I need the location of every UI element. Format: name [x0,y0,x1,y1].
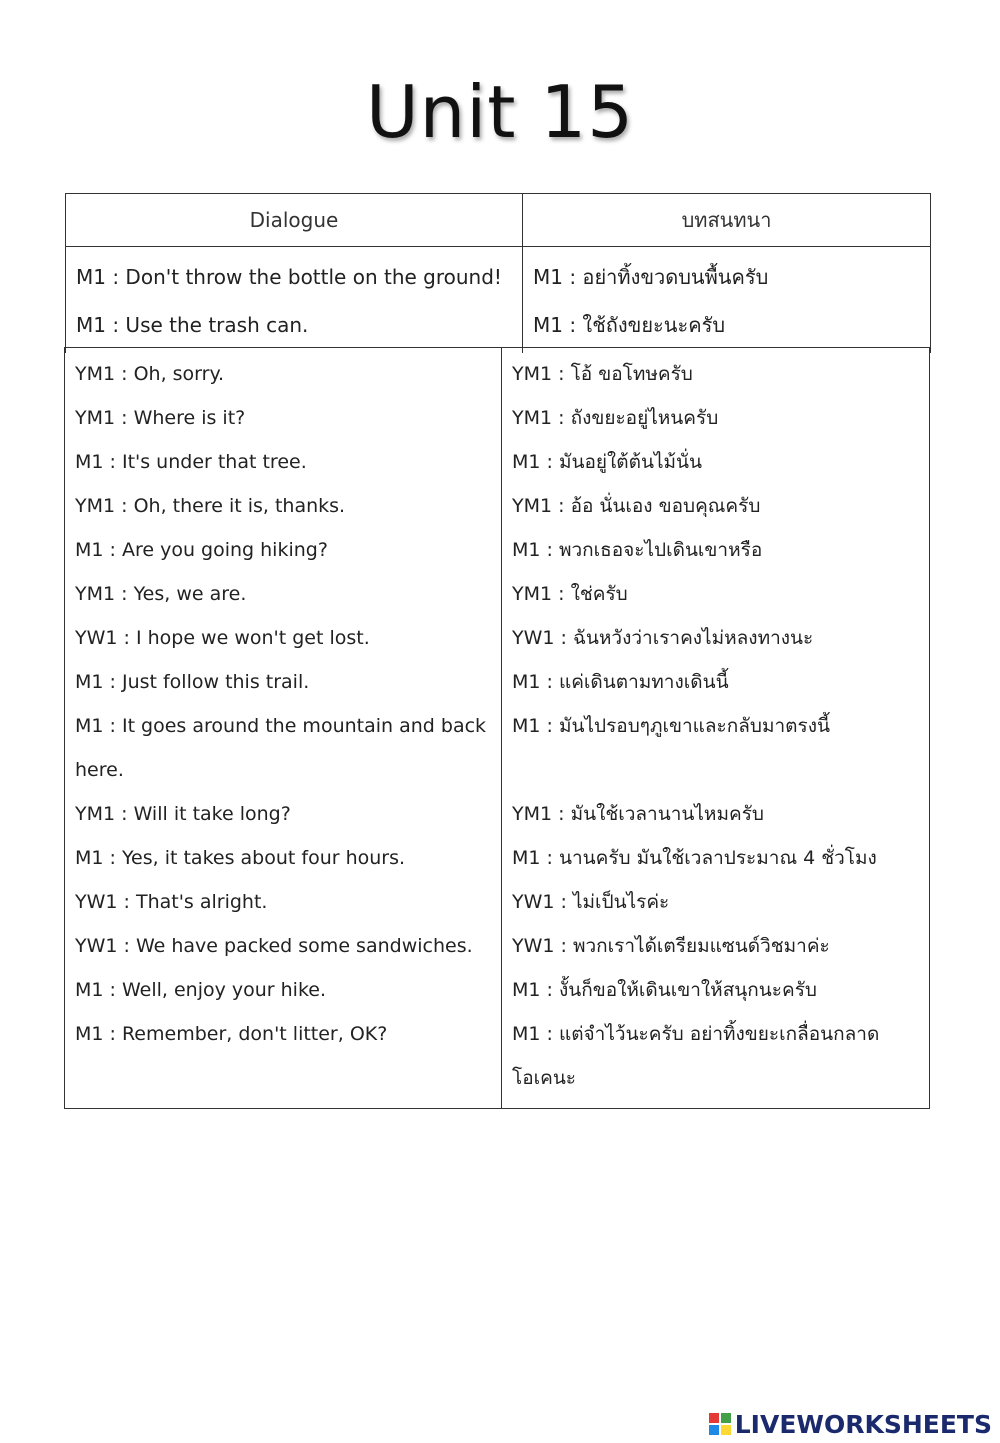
header-thai: บทสนทนา [523,194,931,247]
page-title: Unit 15 [365,70,635,154]
thai-line: M1 : แต่จำไว้นะครับ อย่าทิ้งขยะเกลื่อนกลาด [512,1023,880,1045]
thai-column [502,348,930,1109]
header-dialogue: Dialogue [66,194,523,247]
top-english-cell [66,247,523,354]
dialogue-line: YW1 : That's alright. [75,891,268,913]
logo-square [708,1412,720,1424]
logo-square [708,1424,720,1436]
thai-line: YM1 : ใช่ครับ [512,583,628,605]
liveworksheets-logo-icon [708,1412,732,1436]
thai-line: M1 : ใช้ถังขยะนะครับ [533,313,726,337]
dialogue-line: M1 : Well, enjoy your hike. [75,979,327,1001]
dialogue-table-body [64,347,930,1109]
thai-line: YM1 : โอ้ ขอโทษครับ [512,363,693,385]
thai-line: M1 : พวกเธอจะไปเดินเขาหรือ [512,539,763,561]
dialogue-table-header [65,193,931,353]
thai-line: M1 : นานครับ มันใช้เวลาประมาณ 4 ชั่วโมง [512,847,877,869]
dialogue-line: M1 : Yes, it takes about four hours. [75,847,406,869]
thai-line: YW1 : พวกเราได้เตรียมแซนด์วิชมาค่ะ [512,935,830,957]
dialogue-line: YW1 : I hope we won't get lost. [75,627,370,649]
dialogue-line: here. [75,759,124,781]
logo-square [720,1412,732,1424]
logo-text: LIVEWORKSHEETS [734,1409,992,1439]
dialogue-line: YM1 : Where is it? [75,407,246,429]
thai-line: M1 : งั้นก็ขอให้เดินเขาให้สนุกนะครับ [512,979,817,1001]
dialogue-line: YW1 : We have packed some sandwiches. [75,935,473,957]
thai-line: YM1 : อ้อ นั่นเอง ขอบคุณครับ [512,495,761,517]
dialogue-line: YM1 : Yes, we are. [75,583,247,605]
dialogue-line: M1 : Remember, don't litter, OK? [75,1023,388,1045]
thai-line: M1 : แค่เดินตามทางเดินนี้ [512,671,729,693]
dialogue-line: M1 : Use the trash can. [76,313,309,337]
thai-line: YW1 : ฉันหวังว่าเราคงไม่หลงทางนะ [512,627,814,649]
thai-line [512,748,919,792]
dialogue-line: M1 : It goes around the mountain and back [75,715,487,737]
dialogue-line: YM1 : Will it take long? [75,803,291,825]
dialogue-line [75,1056,491,1100]
dialogue-line: M1 : Just follow this trail. [75,671,310,693]
thai-line: M1 : อย่าทิ้งขวดบนพื้นครับ [533,265,769,289]
thai-line: YW1 : ไม่เป็นไรค่ะ [512,891,670,913]
thai-line: โอเคนะ [512,1067,577,1089]
dialogue-line: M1 : It's under that tree. [75,451,307,473]
thai-line: M1 : มันอยู่ใต้ต้นไม้นั่น [512,451,703,473]
dialogue-line: M1 : Are you going hiking? [75,539,328,561]
dialogue-line: M1 : Don't throw the bottle on the ground! [76,265,502,289]
english-column [65,348,502,1109]
thai-line: YM1 : มันใช้เวลานานไหมครับ [512,803,764,825]
logo-square [720,1424,732,1436]
dialogue-line: YM1 : Oh, sorry. [75,363,225,385]
thai-line: YM1 : ถังขยะอยู่ไหนครับ [512,407,719,429]
thai-line: M1 : มันไปรอบๆภูเขาและกลับมาตรงนี้ [512,715,830,737]
top-thai-cell [523,247,931,354]
dialogue-line: YM1 : Oh, there it is, thanks. [75,495,346,517]
footer-logo [708,1409,992,1439]
